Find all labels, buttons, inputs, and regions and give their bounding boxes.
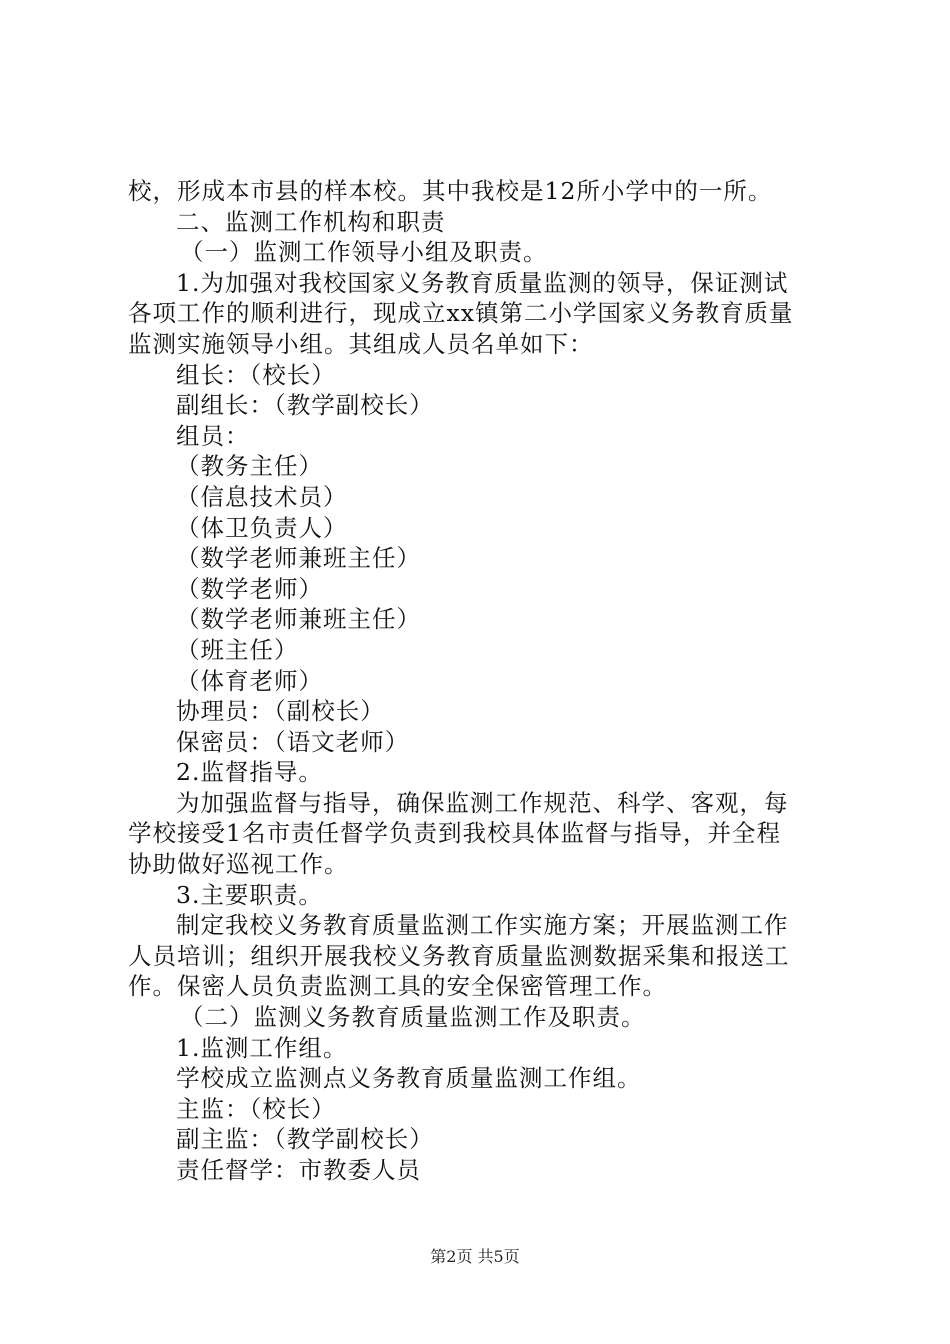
list-item: （班主任） [176,635,299,664]
subsection-heading: 1.监测工作组。 [176,1033,348,1062]
subsection-heading: 2.监督指导。 [176,758,323,787]
list-item: 组长：（校长） [176,360,336,389]
list-item: （数学老师兼班主任） [176,605,421,634]
text-line: 监测实施领导小组。其组成人员名单如下： [128,329,594,358]
text-line: 协助做好巡视工作。 [128,850,349,879]
text-line: 各项工作的顺利进行，现成立xx镇第二小学国家义务教育质量 [128,299,794,328]
page-footer: 第2页 共5页 [430,1247,520,1266]
text-line: 人员培训；组织开展我校义务教育质量监测数据采集和报送工 [128,941,790,970]
section-heading: 二、监测工作机构和职责 [176,207,446,236]
list-item: （教务主任） [176,452,323,481]
list-item: 主监：（校长） [176,1094,336,1123]
list-item: 协理员：（副校长） [176,697,385,726]
subsection-heading: （一）监测工作领导小组及职责。 [180,238,548,267]
list-item: 副组长：（教学副校长） [176,391,434,420]
document-body [128,176,833,1186]
text-line: 校，形成本市县的样本校。其中我校是12所小学中的一所。 [128,177,773,205]
list-item: 组员： [176,421,250,450]
list-item: （体育老师） [176,666,323,695]
list-item: （数学老师兼班主任） [176,544,421,573]
subsection-heading: 3.主要职责。 [176,880,323,909]
subsection-heading: （二）监测义务教育质量监测工作及职责。 [180,1003,646,1032]
list-item: 责任督学：市教委人员 [176,1156,421,1184]
list-item: （数学老师） [176,574,323,603]
text-line: 1.为加强对我校国家义务教育质量监测的领导，保证测试 [176,268,789,297]
text-line: 为加强监督与指导，确保监测工作规范、科学、客观，每 [176,788,789,817]
text-line: 作。保密人员负责监测工具的安全保密管理工作。 [128,972,667,1001]
text-line: 制定我校义务教育质量监测工作实施方案；开展监测工作 [176,911,789,940]
list-item: 副主监：（教学副校长） [176,1125,434,1154]
text-line: 学校接受1名市责任督学负责到我校具体监督与指导，并全程 [128,819,781,848]
list-item: （体卫负责人） [176,513,348,542]
list-item: （信息技术员） [176,482,348,511]
list-item: 保密员：（语文老师） [176,727,410,756]
text-line: 学校成立监测点义务教育质量监测工作组。 [176,1064,642,1093]
